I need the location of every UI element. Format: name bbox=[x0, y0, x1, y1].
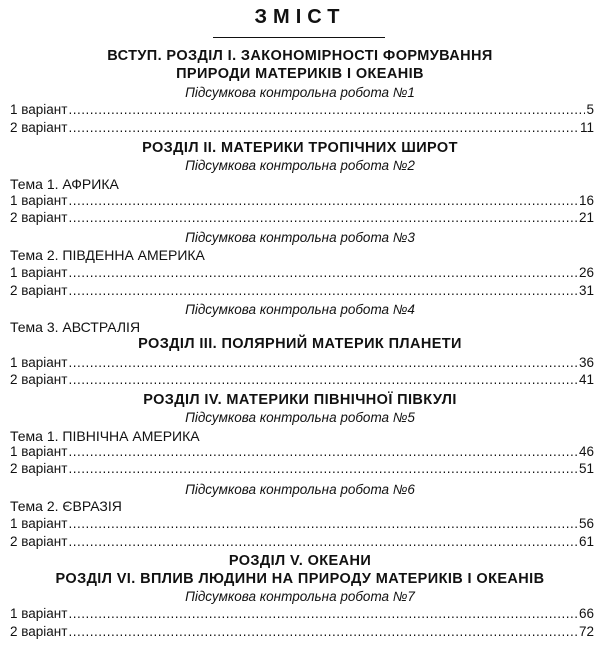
leader-dots bbox=[68, 120, 579, 136]
toc-entry[interactable] bbox=[10, 624, 594, 640]
topic-north-america: Тема 1. ПІВНІЧНА АМЕРИКА bbox=[10, 428, 200, 444]
entry-page: 66 bbox=[578, 606, 594, 621]
entry-page: 31 bbox=[578, 283, 594, 298]
entry-page: 51 bbox=[578, 461, 594, 476]
leader-dots bbox=[68, 265, 578, 281]
toc-entry[interactable] bbox=[10, 265, 594, 281]
test-6-title: Підсумкова контрольна робота №6 bbox=[185, 482, 415, 497]
test-1-title: Підсумкова контрольна робота №1 bbox=[185, 85, 415, 100]
toc-entry[interactable] bbox=[10, 516, 594, 532]
topic-south-america: Тема 2. ПІВДЕННА АМЕРИКА bbox=[10, 247, 205, 263]
topic-eurasia: Тема 2. ЄВРАЗІЯ bbox=[10, 498, 122, 514]
leader-dots bbox=[68, 210, 578, 226]
entry-label: 1 варіант bbox=[10, 193, 68, 208]
title-underline bbox=[213, 37, 385, 38]
toc-entry[interactable] bbox=[10, 355, 594, 371]
test-4-title: Підсумкова контрольна робота №4 bbox=[185, 302, 415, 317]
leader-dots bbox=[68, 193, 578, 209]
entry-page: 41 bbox=[578, 372, 594, 387]
entry-label: 2 варіант bbox=[10, 534, 68, 549]
section-1-heading-line1: ВСТУП. РОЗДІЛ І. ЗАКОНОМІРНОСТІ ФОРМУВАННЯ bbox=[107, 48, 493, 64]
toc-entry[interactable] bbox=[10, 102, 594, 118]
leader-dots bbox=[68, 534, 578, 550]
toc-entry[interactable] bbox=[10, 534, 594, 550]
entry-label: 1 варіант bbox=[10, 516, 68, 531]
entry-label: 2 варіант bbox=[10, 624, 68, 639]
entry-page: 5 bbox=[586, 102, 594, 117]
test-7-title: Підсумкова контрольна робота №7 bbox=[185, 589, 415, 604]
toc-entry[interactable] bbox=[10, 210, 594, 226]
test-3-title: Підсумкова контрольна робота №3 bbox=[185, 230, 415, 245]
entry-page: 16 bbox=[578, 193, 594, 208]
entry-label: 2 варіант bbox=[10, 210, 68, 225]
leader-dots bbox=[68, 624, 578, 640]
toc-entry[interactable] bbox=[10, 283, 594, 299]
test-2-title: Підсумкова контрольна робота №2 bbox=[185, 158, 415, 173]
section-4-heading: РОЗДІЛ IV. МАТЕРИКИ ПІВНІЧНОЇ ПІВКУЛІ bbox=[143, 392, 457, 408]
leader-dots bbox=[68, 283, 578, 299]
entry-page: 21 bbox=[578, 210, 594, 225]
leader-dots bbox=[68, 102, 585, 118]
entry-label: 1 варіант bbox=[10, 606, 68, 621]
toc-entry[interactable] bbox=[10, 372, 594, 388]
entry-label: 2 варіант bbox=[10, 283, 68, 298]
entry-label: 2 варіант bbox=[10, 461, 68, 476]
entry-label: 1 варіант bbox=[10, 355, 68, 370]
toc-entry[interactable] bbox=[10, 606, 594, 622]
entry-page: 72 bbox=[578, 624, 594, 639]
section-5-heading: РОЗДІЛ V. ОКЕАНИ bbox=[228, 553, 372, 569]
leader-dots bbox=[68, 444, 578, 460]
leader-dots bbox=[68, 606, 578, 622]
entry-page: 46 bbox=[578, 444, 594, 459]
entry-page: 11 bbox=[579, 120, 594, 135]
entry-page: 26 bbox=[578, 265, 594, 280]
leader-dots bbox=[68, 355, 578, 371]
topic-africa: Тема 1. АФРИКА bbox=[10, 176, 119, 192]
leader-dots bbox=[68, 516, 578, 532]
section-3-heading: РОЗДІЛ ІІІ. ПОЛЯРНИЙ МАТЕРИК ПЛАНЕТИ bbox=[138, 336, 462, 352]
toc-entry[interactable] bbox=[10, 444, 594, 460]
leader-dots bbox=[68, 372, 578, 388]
toc-entry[interactable] bbox=[10, 193, 594, 209]
section-2-heading: РОЗДІЛ ІІ. МАТЕРИКИ ТРОПІЧНИХ ШИРОТ bbox=[142, 140, 458, 156]
toc-entry[interactable] bbox=[10, 461, 594, 477]
test-5-title: Підсумкова контрольна робота №5 bbox=[185, 410, 415, 425]
topic-australia: Тема 3. АВСТРАЛІЯ bbox=[10, 319, 141, 335]
page-title: ЗМІСТ bbox=[254, 6, 346, 28]
entry-page: 61 bbox=[578, 534, 594, 549]
entry-label: 1 варіант bbox=[10, 444, 68, 459]
section-6-heading: РОЗДІЛ VI. ВПЛИВ ЛЮДИНИ НА ПРИРОДУ МАТЕРИКІВ І ОКЕАНІВ bbox=[55, 571, 545, 587]
entry-label: 2 варіант bbox=[10, 120, 68, 135]
section-1-heading-line2: ПРИРОДИ МАТЕРИКІВ І ОКЕАНІВ bbox=[176, 66, 424, 82]
toc-entry[interactable] bbox=[10, 120, 594, 136]
entry-label: 1 варіант bbox=[10, 102, 68, 117]
entry-label: 1 варіант bbox=[10, 265, 68, 280]
entry-page: 56 bbox=[578, 516, 594, 531]
leader-dots bbox=[68, 461, 578, 477]
entry-label: 2 варіант bbox=[10, 372, 68, 387]
entry-page: 36 bbox=[578, 355, 594, 370]
